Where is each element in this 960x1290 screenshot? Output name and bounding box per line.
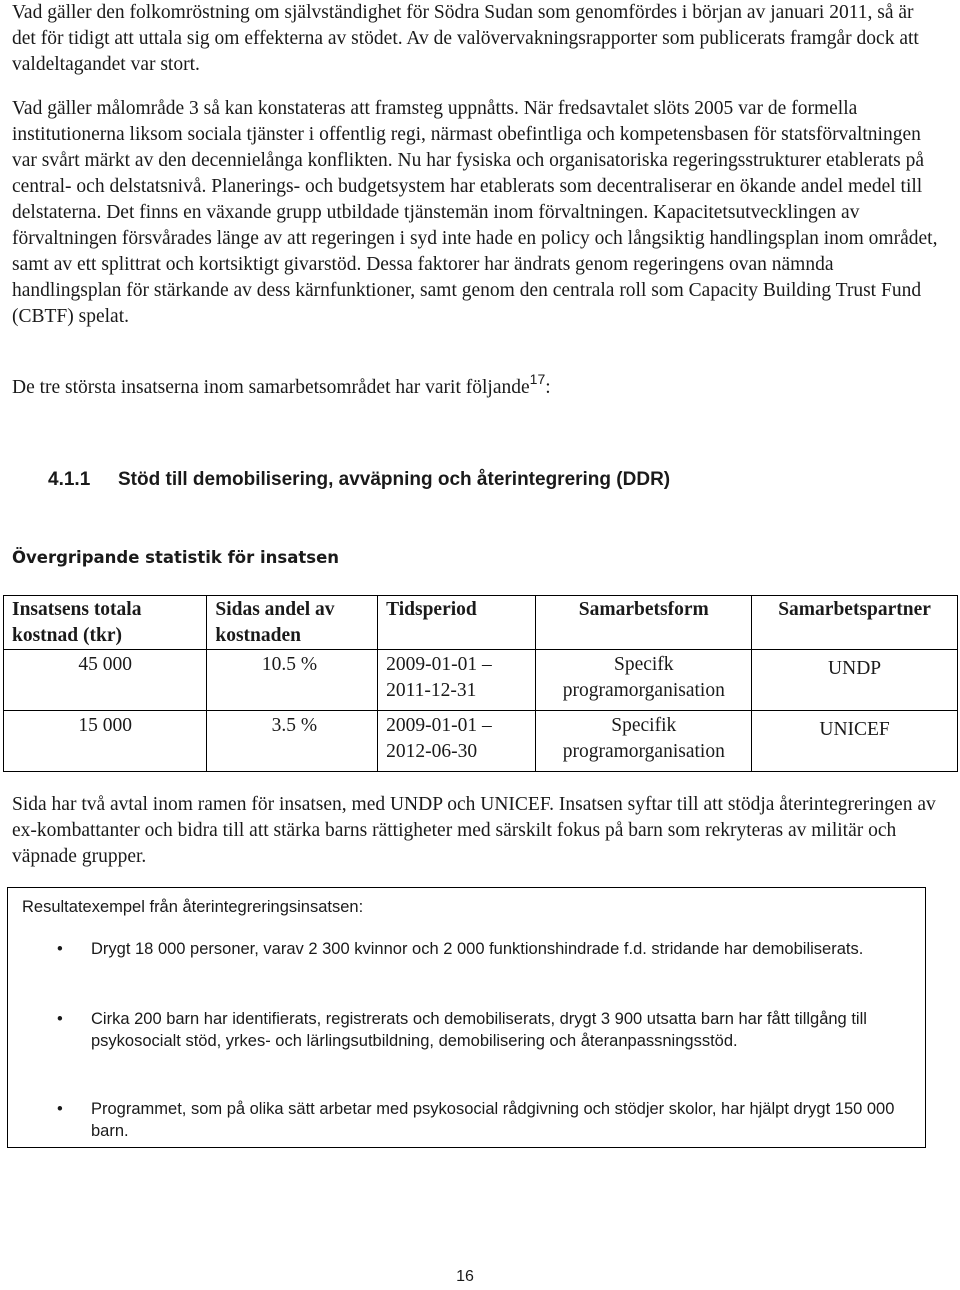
section-number: 4.1.1 bbox=[48, 469, 91, 490]
largest-interventions-text: De tre största insatserna inom samarbetsområdet har varit följande bbox=[12, 377, 530, 398]
list-item bbox=[57, 938, 916, 960]
list-item-text: Programmet, som på olika sätt arbetar med psykosocial rådgivning och stödjer skolor, har hjälpt drygt 150 000 barn. bbox=[91, 1100, 895, 1140]
header-total-cost: Insatsens totala kostnad (tkr) bbox=[4, 596, 207, 650]
footnote-reference[interactable]: 17 bbox=[529, 371, 546, 387]
list-item-text: Drygt 18 000 personer, varav 2 300 kvinnor och 2 000 funktionshindrade f.d. stridande har demobiliserats. bbox=[91, 940, 864, 958]
results-box bbox=[7, 887, 926, 1148]
cell-partner: UNICEF bbox=[752, 711, 958, 772]
largest-interventions-paragraph bbox=[12, 371, 942, 401]
table-header-row bbox=[4, 596, 958, 650]
statistics-heading: Övergripande statistik för insatsen bbox=[12, 548, 340, 567]
list-item bbox=[57, 1008, 916, 1052]
statistics-table bbox=[3, 595, 958, 772]
section-heading bbox=[48, 467, 670, 493]
cell-period: 2009-01-01 – 2011-12-31 bbox=[378, 650, 536, 711]
cell-cooperation-form: Specifk programorganisation bbox=[536, 650, 752, 711]
cell-sida-share: 3.5 % bbox=[207, 711, 378, 772]
cell-total-cost: 45 000 bbox=[4, 650, 207, 711]
header-partner: Samarbetspartner bbox=[752, 596, 958, 650]
cell-sida-share: 10.5 % bbox=[207, 650, 378, 711]
intro-paragraph: Vad gäller den folkomröstning om självständighet för Södra Sudan som genomfördes i början av januari 2011, så är det för tidigt att uttala sig om effekterna av stödet. Av de valövervakningsrapporter som publicerats framgår dock att valdeltagandet var stort. bbox=[12, 2, 919, 75]
cell-total-cost: 15 000 bbox=[4, 711, 207, 772]
results-title: Resultatexempel från återintegreringsinsatsen: bbox=[22, 898, 364, 916]
cell-cooperation-form: Specifik programorganisation bbox=[536, 711, 752, 772]
goal-area-paragraph: Vad gäller målområde 3 så kan konstateras att framsteg uppnåtts. När fredsavtalet slöts 2005 var de formella institutionerna liksom sociala tjänster i offentlig regi, närmast obefintliga och kompetensbasen för statsförvaltningen var svårt märkt av den decennielånga konflikten. Nu har fysiska och organisatoriska regeringsstrukturer etablerats på central- och delstatsnivå. Planerings- och budgetsystem har etablerats som decentraliserar en ökande andel medel till delstaterna. Det finns en växande grupp utbildade tjänstemän inom förvaltningen. Kapacitetsutvecklingen av förvaltningen försvårades länge av att regeringen i syd inte hade en policy och långsiktig handlingsplan inom området, samt av ett splittrat och kortsiktigt givarstöd. Dessa faktorer har ändrats genom regeringens ovan nämnda handlingsplan för stärkande av dess kärnfunktioner, samt genom den centrala roll som Capacity Building Trust Fund (CBTF) spelat. bbox=[12, 98, 938, 327]
bullet-icon: • bbox=[57, 1010, 63, 1028]
cell-period: 2009-01-01 – 2012-06-30 bbox=[378, 711, 536, 772]
header-sida-share: Sidas andel av kostnaden bbox=[207, 596, 378, 650]
section-title: Stöd till demobilisering, avväpning och återintegrering (DDR) bbox=[118, 469, 671, 490]
header-period: Tidsperiod bbox=[378, 596, 536, 650]
table-row bbox=[4, 650, 958, 711]
page-number: 16 bbox=[456, 1268, 474, 1285]
header-cooperation-form: Samarbetsform bbox=[536, 596, 752, 650]
largest-interventions-colon: : bbox=[545, 377, 551, 398]
cell-partner: UNDP bbox=[752, 650, 958, 711]
bullet-icon: • bbox=[57, 940, 63, 958]
table-row bbox=[4, 711, 958, 772]
list-item bbox=[57, 1098, 916, 1142]
bullet-icon: • bbox=[57, 1100, 63, 1118]
agreements-paragraph: Sida har två avtal inom ramen för insatsen, med UNDP och UNICEF. Insatsen syftar till att stödja återintegreringen av ex-kombattanter och bidra till att stärka barns rättigheter med särskilt fokus på barn som rekryteras av militär och väpnade grupper. bbox=[12, 794, 936, 867]
list-item-text: Cirka 200 barn har identifierats, registrerats och demobiliserats, drygt 3 900 utsatta barn har fått tillgång till psykosocialt stöd, yrkes- och lärlingsutbildning, demobilisering och återanpassningsstöd. bbox=[91, 1010, 867, 1050]
